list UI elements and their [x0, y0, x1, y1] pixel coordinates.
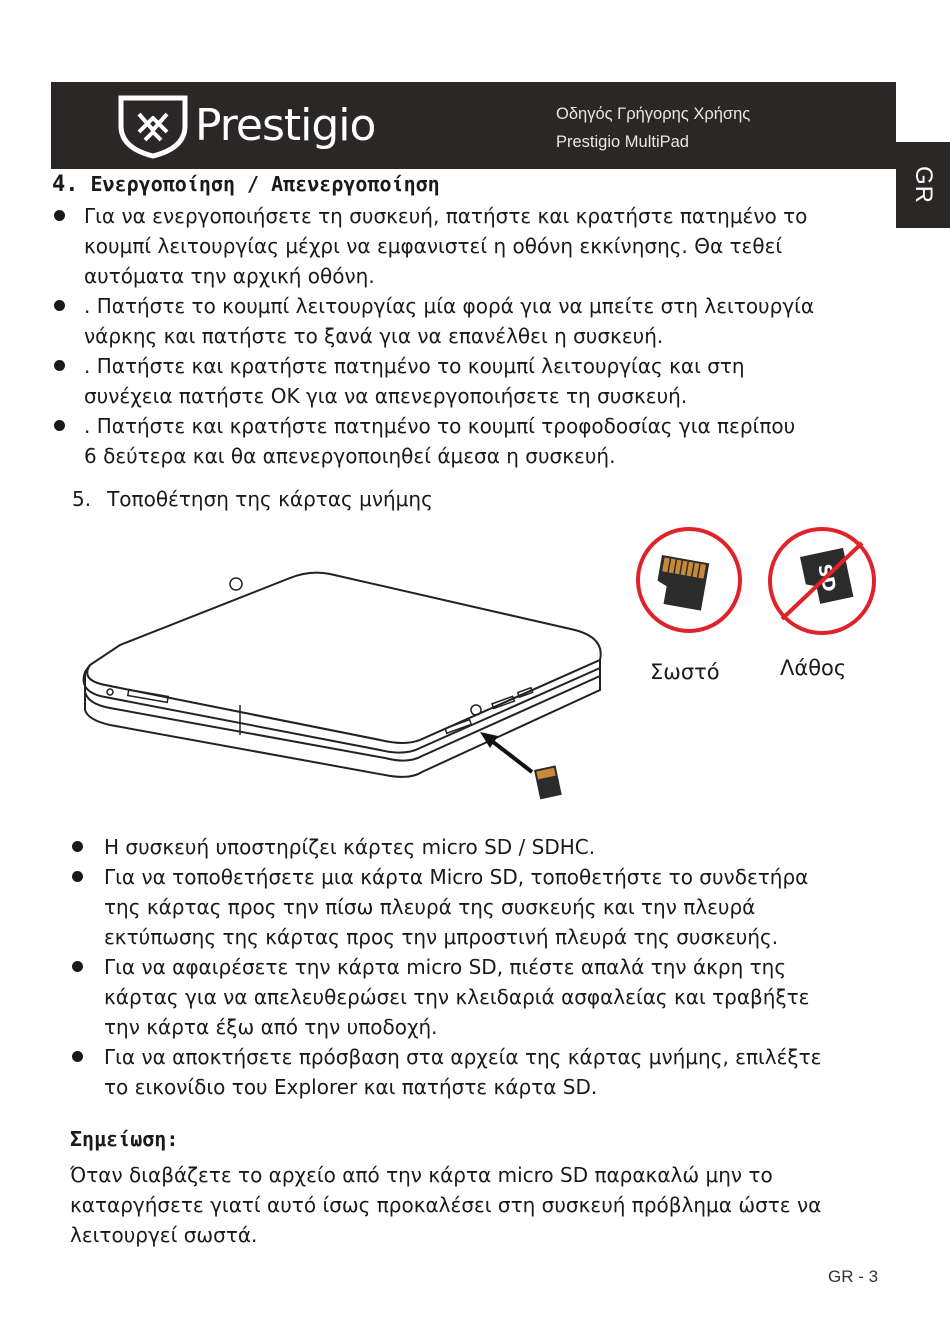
text-line: Για να αφαιρέσετε την κάρτα micro SD, πιέστε απαλά την άκρη της: [104, 955, 787, 979]
text-line: Για να ενεργοποιήσετε τη συσκευή, πατήστε και κρατήστε πατημένο το: [84, 204, 808, 228]
text-line: την κάρτα έξω από την υποδοχή.: [104, 1015, 438, 1039]
text-line: συνέχεια πατήστε OK για να απενεργοποιήσετε τη συσκευή.: [84, 384, 688, 408]
s5-bullet-3: [104, 952, 809, 1042]
prestigio-logo: [115, 92, 435, 160]
bullet-icon: [72, 841, 83, 852]
text-line: αυτόματα την αρχική οθόνη.: [84, 264, 375, 288]
correct-orientation-icon: [634, 525, 744, 635]
text-line: λειτουργεί σωστά.: [70, 1223, 258, 1247]
section-5-title: Τοποθέτηση της κάρτας μνήμης: [107, 487, 433, 511]
page-number: GR - 3: [828, 1267, 879, 1286]
text-line: νάρκης και πατήστε το ξανά για να επανέλθει η συσκευή.: [84, 324, 664, 348]
s5-bullet-4: [104, 1042, 821, 1102]
bullet-icon: [54, 210, 65, 221]
product-name: Prestigio MultiPad: [556, 133, 689, 151]
text-line: Όταν διαβάζετε το αρχείο από την κάρτα micro SD παρακαλώ μην το: [70, 1163, 773, 1187]
tablet-illustration: [60, 560, 620, 820]
header-info: [556, 100, 750, 156]
section-5-heading: [72, 484, 433, 514]
text-line: καταργήσετε γιατί αυτό ίσως προκαλέσει στη συσκευή πρόβλημα ώστε να: [70, 1193, 822, 1217]
language-tab: [896, 142, 950, 228]
section-4-number: 4.: [52, 172, 79, 197]
text-line: . Πατήστε και κρατήστε πατημένο το κουμπί λειτουργίας και στη: [84, 354, 745, 378]
bullet-icon: [72, 871, 83, 882]
insert-arrow-icon: [488, 738, 532, 772]
section-5-number: 5.: [72, 487, 92, 511]
text-line: . Πατήστε και κρατήστε πατημένο το κουμπί τροφοδοσίας για περίπου: [84, 414, 796, 438]
camera-icon: [230, 578, 242, 590]
text-line: κουμπί λειτουργίας μέχρι να εμφανιστεί η οθόνη εκκίνησης. Θα τεθεί: [84, 234, 783, 258]
label-correct: Σωστό: [650, 660, 720, 684]
language-tab-label: GR: [910, 166, 937, 204]
s4-bullet-3: [84, 351, 745, 411]
text-line: Για να αποκτήσετε πρόσβαση στα αρχεία της κάρτας μνήμης, επιλέξτε: [104, 1045, 822, 1069]
logo-wordmark: Prestigio: [195, 100, 376, 151]
text-line: εκτύπωσης της κάρτας προς την μπροστινή πλευρά της συσκευής.: [104, 925, 779, 949]
guide-title: Οδηγός Γρήγορης Χρήσης: [556, 105, 751, 123]
bullet-icon: [72, 961, 83, 972]
bullet-icon: [54, 360, 65, 371]
section-4-heading: [52, 172, 440, 197]
note-body: [70, 1160, 821, 1250]
s5-bullet-1: [104, 832, 595, 862]
prestigio-shield-icon: [115, 92, 191, 160]
wrong-orientation-icon: [766, 525, 878, 637]
text-line: Η συσκευή υποστηρίζει κάρτες micro SD / SDHC.: [104, 835, 596, 859]
header-bar: [51, 82, 896, 169]
bullet-icon: [54, 300, 65, 311]
section-4-title: Ενεργοποίηση / Απενεργοποίηση: [90, 172, 440, 196]
text-line: το εικονίδιο του Explorer και πατήστε κάρτα SD.: [104, 1075, 598, 1099]
text-line: κάρτας για να απελευθερώσει την κλειδαριά ασφαλείας και τραβήξτε: [104, 985, 810, 1009]
s5-bullet-2: [104, 862, 808, 952]
text-line: της κάρτας προς την πίσω πλευρά της συσκευής και την πλευρά: [104, 895, 756, 919]
s4-bullet-1: [84, 201, 807, 291]
note-heading: Σημείωση:: [70, 1127, 179, 1151]
label-wrong: Λάθος: [780, 656, 847, 680]
text-line: Για να τοποθετήσετε μια κάρτα Micro SD, τοποθετήστε το συνδετήρα: [104, 865, 809, 889]
text-line: . Πατήστε το κουμπί λειτουργίας μία φορά για να μπείτε στη λειτουργία: [84, 294, 815, 318]
micro-sd-card-icon: [534, 765, 562, 799]
text-line: 6 δεύτερα και θα απενεργοποιηθεί άμεσα η συσκευή.: [84, 444, 616, 468]
s4-bullet-2: [84, 291, 814, 351]
s4-bullet-4: [84, 411, 795, 471]
bullet-icon: [54, 420, 65, 431]
bullet-icon: [72, 1051, 83, 1062]
